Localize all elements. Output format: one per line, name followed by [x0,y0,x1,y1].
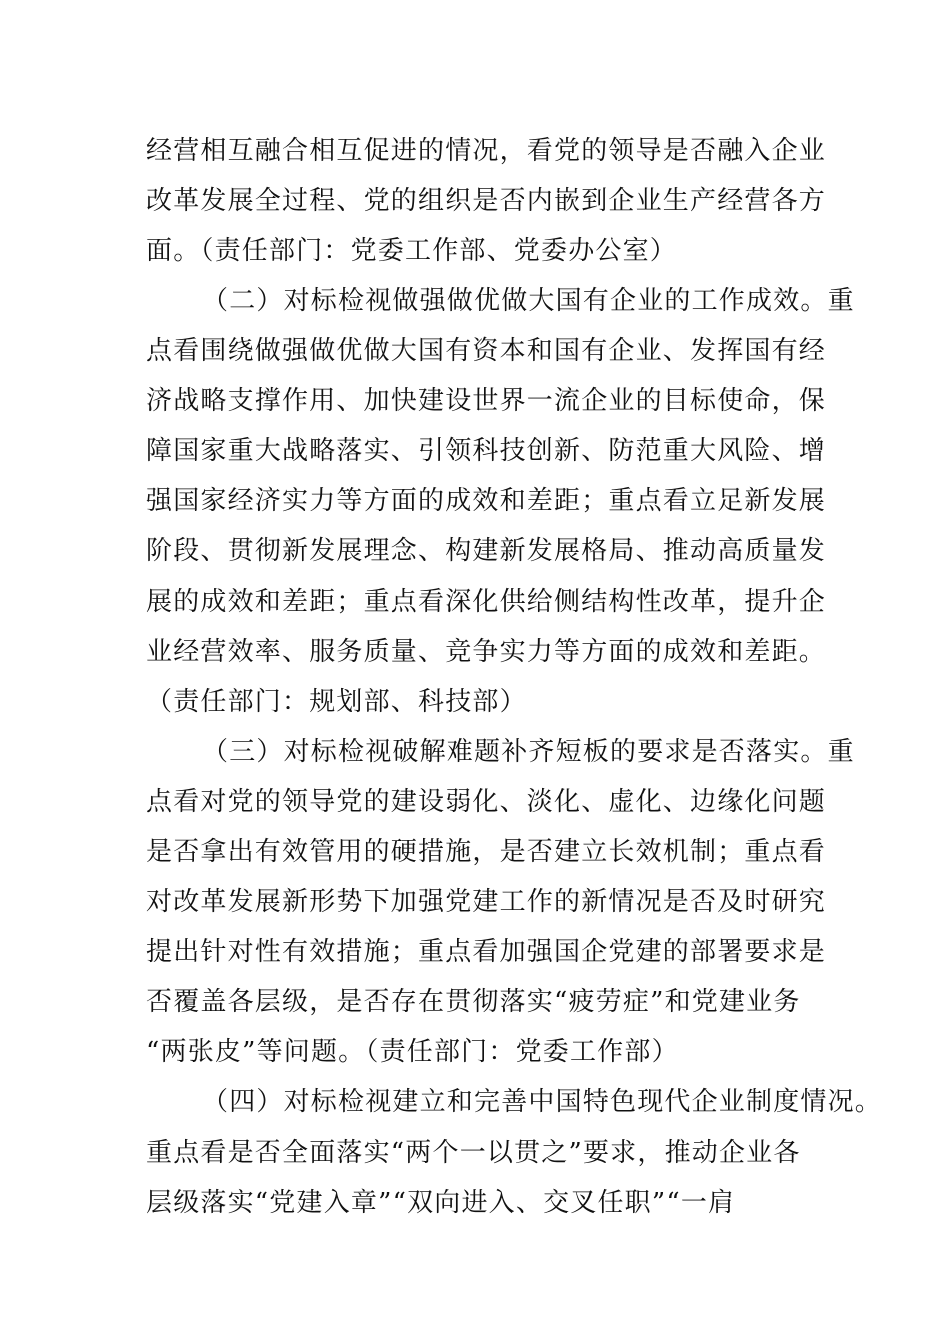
text-line: 是否拿出有效管用的硬措施，是否建立长效机制；重点看 [146,837,827,867]
section-2-heading-line: （二）对标检视做强做优做大国有企业的工作成效。重 [202,286,855,316]
text-line: 对改革发展新形势下加强党建工作的新情况是否及时研究 [146,887,827,917]
section-3-heading-line: （三）对标检视破解难题补齐短板的要求是否落实。重 [202,737,855,767]
text-line: 否覆盖各层级，是否存在贯彻落实“疲劳症”和党建业务 [146,987,801,1017]
text-line: 障国家重大战略落实、引领科技创新、防范重大风险、增 [146,436,827,466]
text-line: 点看围绕做强做优做大国有资本和国有企业、发挥国有经 [146,336,827,366]
text-line: （责任部门：规划部、科技部） [146,687,527,717]
text-line: 阶段、贯彻新发展理念、构建新发展格局、推动高质量发 [146,536,827,566]
text-line: 提出针对性有效措施；重点看加强国企党建的部署要求是 [146,937,827,967]
text-line: “两张皮”等问题。（责任部门：党委工作部） [146,1037,679,1067]
text-line: 改革发展全过程、党的组织是否内嵌到企业生产经营各方 [146,186,827,216]
text-line: 济战略支撑作用、加快建设世界一流企业的目标使命，保 [146,386,827,416]
text-line: 展的成效和差距；重点看深化供给侧结构性改革，提升企 [146,587,827,617]
text-line: 面。（责任部门：党委工作部、党委办公室） [146,236,678,266]
text-line: 点看对党的领导党的建设弱化、淡化、虚化、边缘化问题 [146,787,827,817]
text-line: 经营相互融合相互促进的情况，看党的领导是否融入企业 [146,136,827,166]
text-line: 层级落实“党建入章”“双向进入、交叉任职”“一肩 [146,1188,736,1218]
section-4-heading-line: （四）对标检视建立和完善中国特色现代企业制度情况。 [202,1087,883,1117]
text-line: 业经营效率、服务质量、竞争实力等方面的成效和差距。 [146,637,827,667]
text-line: 重点看是否全面落实“两个一以贯之”要求，推动企业各 [146,1138,801,1168]
text-line: 强国家经济实力等方面的成效和差距；重点看立足新发展 [146,486,827,516]
